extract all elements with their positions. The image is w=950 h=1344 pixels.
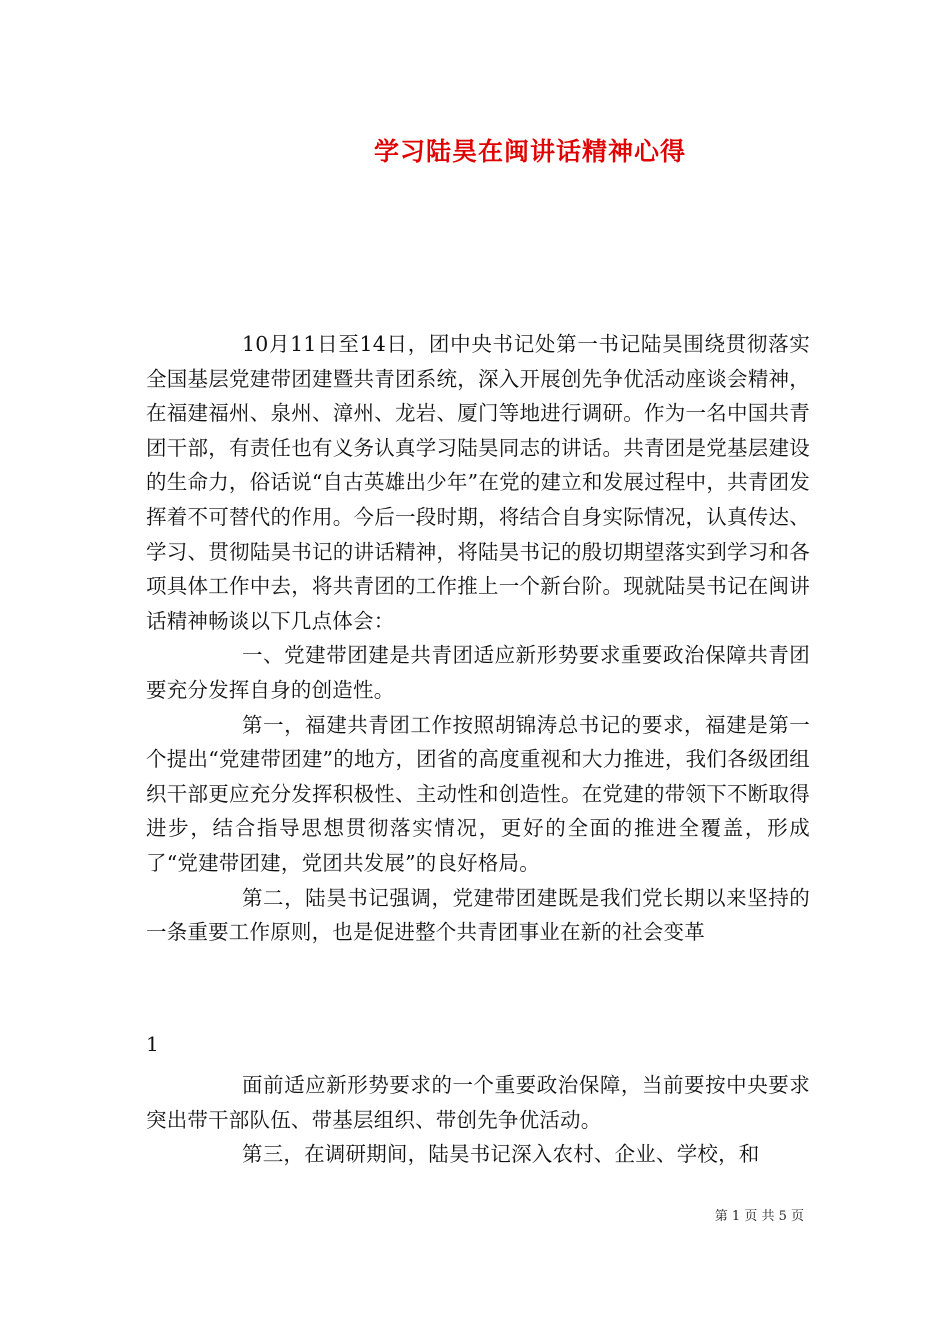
body-text-block-1 <box>146 327 810 950</box>
paragraph-section-one: 一、党建带团建是共青团适应新形势要求重要政治保障共青团要充分发挥自身的创造性。 <box>146 643 810 702</box>
paragraph-intro: 10月11日至14日，团中央书记处第一书记陆昊围绕贯彻落实全国基层党建带团建暨共青团系统，深入开展创先争优活动座谈会精神，在福建福州、泉州、漳州、龙岩、厦门等地进行调研。作为一名中国共青团干部，有责任也有义务认真学习陆昊同志的讲话。共青团是党基层建设的生命力，俗话说“自古英雄出少年”在党的建立和发展过程中，共青团发挥着不可替代的作用。今后一段时期，将结合自身实际情况，认真传达、学习、贯彻陆昊书记的讲话精神，将陆昊书记的殷切期望落实到学习和各项具体工作中去，将共青团的工作推上一个新台阶。现就陆昊书记在闽讲话精神畅谈以下几点体会： <box>146 332 810 633</box>
document-title: 学习陆昊在闽讲话精神心得 <box>373 137 686 166</box>
paragraph-second-point: 第二，陆昊书记强调，党建带团建既是我们党长期以来坚持的一条重要工作原则，也是促进整个共青团事业在新的社会变革 <box>146 885 810 945</box>
body-text-block-2 <box>146 1068 810 1172</box>
paragraph-third-point: 第三，在调研期间，陆昊书记深入农村、企业、学校，和 <box>242 1142 760 1167</box>
inline-page-marker: 1 <box>146 1032 159 1056</box>
paragraph-second-point-continued: 面前适应新形势要求的一个重要政治保障，当前要按中央要求突出带干部队伍、带基层组织、带创先争优活动。 <box>146 1073 810 1132</box>
page-footer: 第 1 页 共 5 页 <box>714 1209 804 1224</box>
paragraph-first-point: 第一，福建共青团工作按照胡锦涛总书记的要求，福建是第一个提出“党建带团建”的地方，团省的高度重视和大力推进，我们各级团组织干部更应充分发挥积极性、主动性和创造性。在党建的带领下不断取得进步，结合指导思想贯彻落实情况，更好的全面的推进全覆盖，形成了“党建带团建，党团共发展”的良好格局。 <box>146 712 810 875</box>
